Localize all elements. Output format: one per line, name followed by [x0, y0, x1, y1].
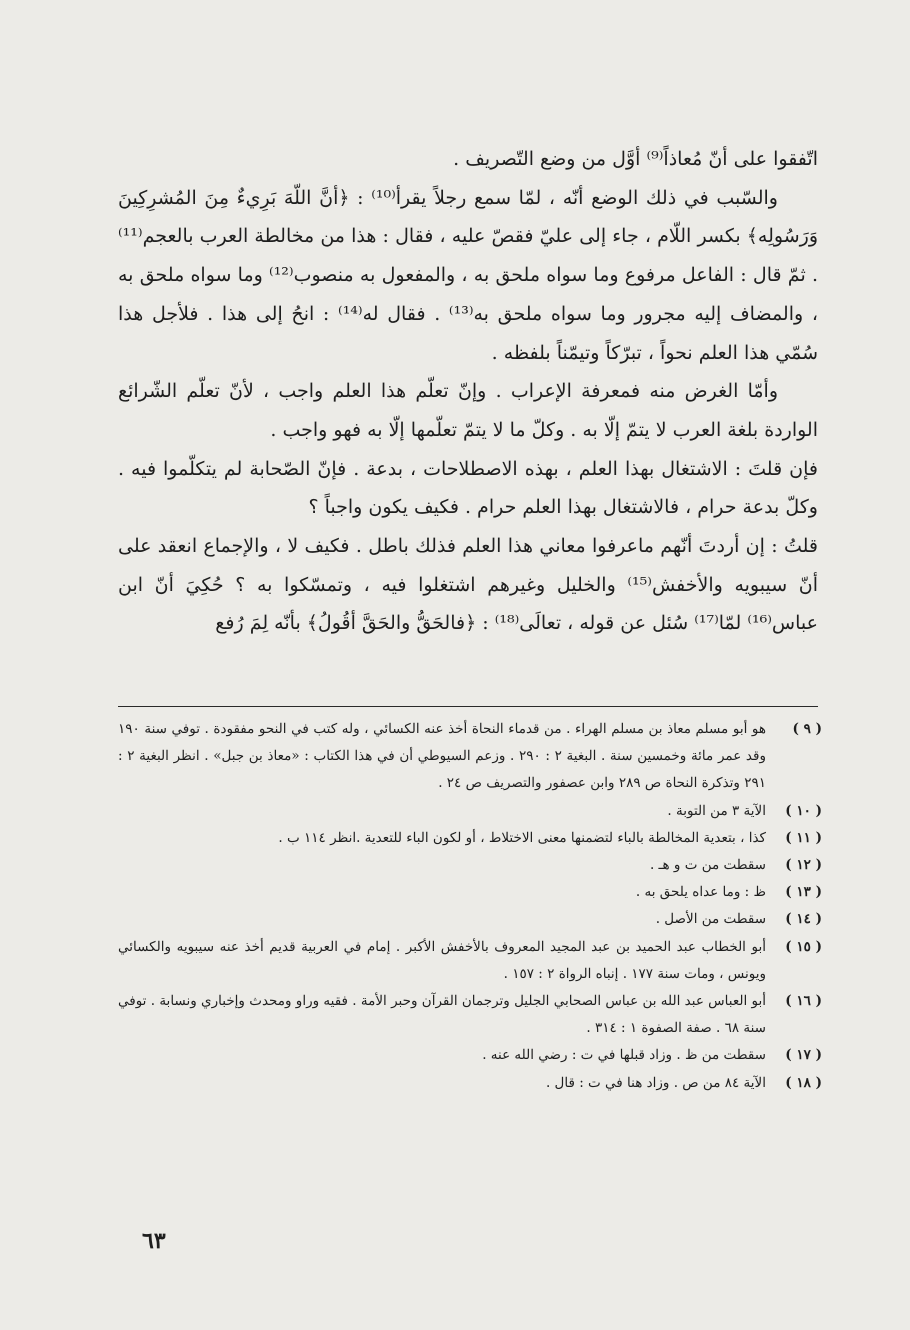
- footnote: [118, 906, 822, 933]
- footnote-text: الآية ٨٤ من ص . وزاد هنا في ت : قال .: [545, 1074, 766, 1091]
- footnote: [118, 798, 822, 825]
- main-text: [118, 140, 818, 643]
- footnote-number: ( ١٧ ): [785, 1047, 822, 1064]
- footnote: [118, 852, 822, 879]
- footnote: [118, 879, 822, 906]
- footnote: [118, 825, 822, 852]
- footnote-number: ( ١٥ ): [785, 938, 822, 955]
- footnote-text: هو أبو مسلم معاذ بن مسلم الهراء . من قدماء النحاة أخذ عنه الكسائي ، وله كتب في النحو مفقودة . توفي سنة ١٩٠ وقد عمر مائة وخمسين سنة . البغية ٢ : ٢٩٠ . وزعم السيوطي أن في هذا الكتاب : «معاذ بن جبل» . انظر البغية ٢ : ٢٩١ وتذكرة النحاة ص ٢٨٩ وابن عصفور والتصريف ص ٢٤ .: [118, 721, 766, 792]
- paragraph: وأمّا الغرض منه فمعرفة الإعراب . وإنّ تعلّم هذا العلم واجب ، لأنّ تعلّم الشّرائع الواردة بلغة العرب لا يتمّ إلّا به . وكلّ ما لا يتمّ تعلّمها إلّا به فهو واجب .: [118, 380, 818, 441]
- footnote: [118, 716, 822, 798]
- paragraph: قلتُ : إن أردتَ أنّهم ماعرفوا معاني هذا العلم فذلك باطل . فكيف لا ، والإجماع انعقد على أنّ سيبويه والأخفش⁽¹⁵⁾ والخليل وغيرهم اشتغلوا فيه ، وتمسّكوا به ؟ حُكِيَ أنّ ابن عباس⁽¹⁶⁾ لمّا⁽¹⁷⁾ سُئل عن قوله ، تعالَى⁽¹⁸⁾ : ﴿فالحَقُّ والحَقَّ أقُولُ﴾ بأنّه لِمَ رُفع: [118, 535, 818, 635]
- footnote-text: سقطت من ت و هـ .: [649, 857, 766, 874]
- footnote-number: ( ١٤ ): [785, 911, 822, 928]
- paragraph: فإن قلتَ : الاشتغال بهذا العلم ، بهذه الاصطلاحات ، بدعة . فإنّ الصّحابة لم يتكلّموا فيه . وكلّ بدعة حرام ، فالاشتغال بهذا العلم حرام . فكيف يكون واجباً ؟: [118, 457, 818, 519]
- footnote: [118, 988, 822, 1042]
- footnotes: [118, 716, 822, 1097]
- footnote-number: ( ١١ ): [785, 829, 822, 846]
- paragraph: والسّبب في ذلك الوضع أنّه ، لمّا سمع رجلاً يقرأ⁽¹⁰⁾ : ﴿أنَّ اللّهَ بَرِيءٌ مِنَ المُشرِكِينَ وَرَسُولِه﴾ بكسر اللّام ، جاء إلى عليّ فقصّ عليه ، فقال : هذا من مخالطة العرب بالعجم⁽¹¹⁾ . ثمّ قال : الفاعل مرفوع وما سواه ملحق به ، والمفعول به منصوب⁽¹²⁾ وما سواه ملحق به ، والمضاف إليه مجرور وما سواه ملحق به⁽¹³⁾ . فقال له⁽¹⁴⁾ : انحُ إلى هذا . فلأجل هذا سُمّي هذا العلم نحواً ، تبرّكاً وتيمّناً بلفظه .: [118, 186, 818, 364]
- footnote-number: ( ٩ ): [792, 721, 822, 737]
- footnote-number: ( ١٦ ): [785, 993, 822, 1010]
- footnote-text: كذا ، بتعدية المخالطة بالباء لتضمنها معنى الاختلاط ، أو لكون الباء للتعدية .انظر ١١٤ ب .: [278, 829, 766, 846]
- footnote-text: الآية ٣ من التوبة .: [667, 802, 766, 819]
- page-number: ٦٣: [142, 1228, 166, 1254]
- footnote-text: سقطت من الأصل .: [655, 911, 766, 928]
- footnote-number: ( ١٣ ): [785, 884, 822, 901]
- footnote-text: أبو الخطاب عبد الحميد بن عبد المجيد المعروف بالأخفش الأكبر . إمام في العربية قديم أخذ عنه سيبويه والكسائي ويونس ، ومات سنة ١٧٧ . إنباه الرواة ٢ : ١٥٧ .: [118, 938, 766, 982]
- footnote-text: سقطت من ظ . وزاد قبلها في ت : رضي الله عنه .: [482, 1047, 766, 1064]
- footnote: [118, 1070, 822, 1097]
- footnote-number: ( ١٢ ): [785, 857, 822, 874]
- footnote-separator: [118, 706, 818, 707]
- footnote-number: ( ١٠ ): [785, 802, 822, 819]
- footnote-text: ظ : وما عداه يلحق به .: [635, 884, 766, 901]
- footnote: [118, 1042, 822, 1069]
- footnote-text: أبو العباس عبد الله بن عباس الصحابي الجليل وترجمان القرآن وحبر الأمة . فقيه وراو ومحدث وإخباري ونسابة . توفي سنة ٦٨ . صفة الصفوة ١ : ٣١٤ .: [118, 993, 766, 1037]
- footnote: [118, 934, 822, 988]
- paragraph: اتّفقوا على أنّ مُعاذاً⁽⁹⁾ أوَّل من وضع التّصريف .: [453, 148, 818, 170]
- footnote-number: ( ١٨ ): [785, 1074, 822, 1091]
